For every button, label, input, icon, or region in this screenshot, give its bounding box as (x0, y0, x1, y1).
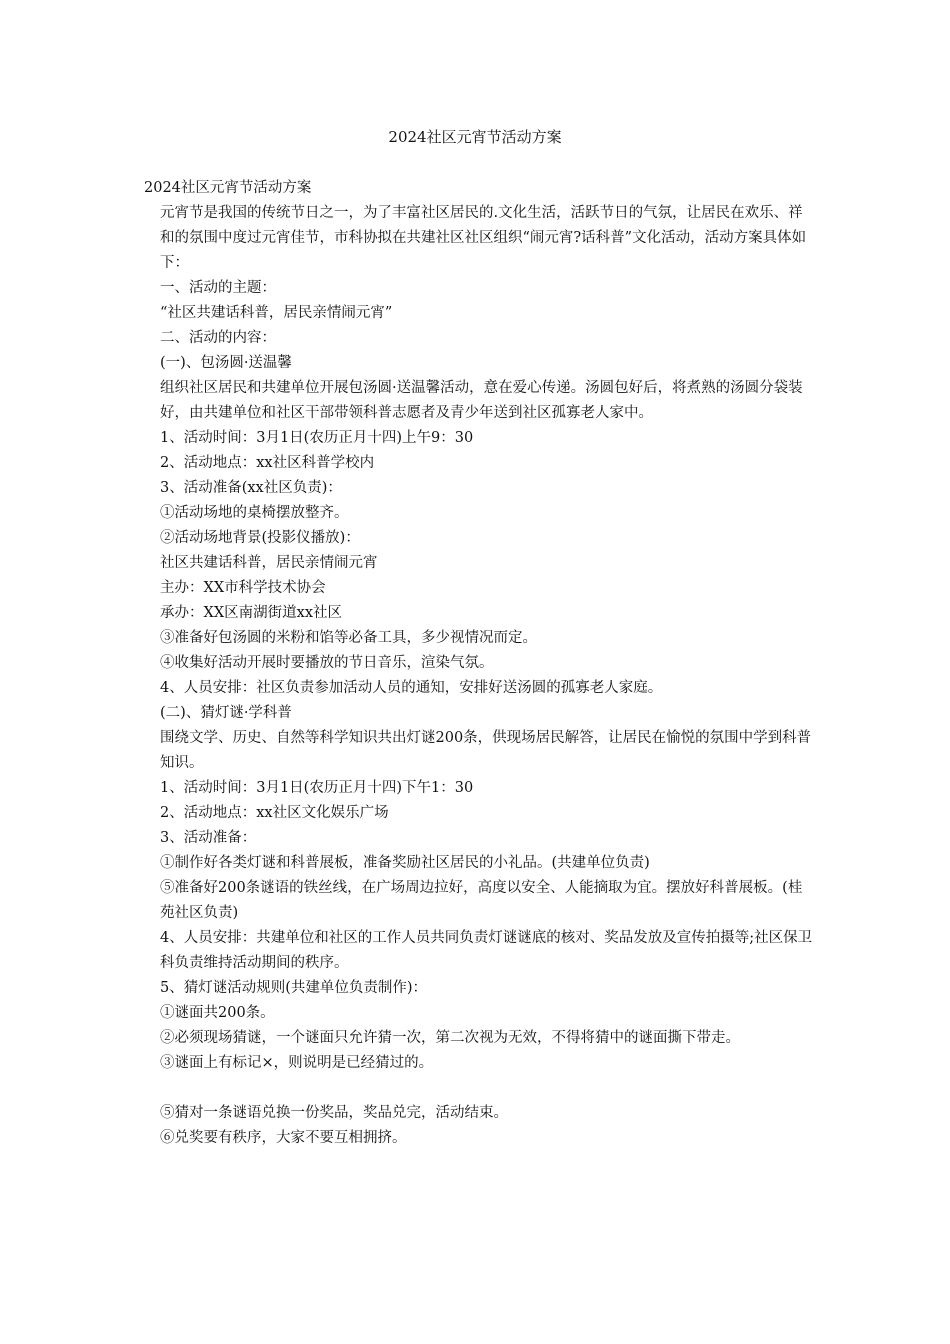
list-item: 承办：XX区南湖街道xx社区 (160, 605, 342, 621)
list-item: 2、活动地点：xx社区科普学校内 (160, 455, 375, 471)
list-item: 4、人员安排：社区负责参加活动人员的通知，安排好送汤圆的孤寡老人家庭。 (160, 680, 663, 696)
list-item: 5、猜灯谜活动规则(共建单位负责制作)： (160, 980, 428, 996)
list-item: 3、活动准备(xx社区负责)： (160, 480, 342, 496)
list-item: ⑤猜对一条谜语兑换一份奖品，奖品兑完，活动结束。 (160, 1105, 508, 1121)
document-title: 2024社区元宵节活动方案 (388, 128, 562, 146)
list-item: ⑤准备好200条谜语的铁丝线，在广场周边拉好，高度以安全、人能摘取为宜。摆放好科普展板。(桂苑社区负责) (160, 880, 803, 921)
document-body (144, 176, 816, 1151)
list-item: 1、活动时间：3月1日(农历正月十四)上午9：30 (160, 430, 474, 446)
list-item: ②活动场地背景(投影仪播放)： (160, 530, 360, 546)
list-item: ③谜面上有标记×，则说明是已经猜过的。 (160, 1055, 434, 1071)
list-item: 3、活动准备： (160, 830, 257, 846)
list-item: ①活动场地的桌椅摆放整齐。 (160, 505, 349, 521)
list-item: 2、活动地点：xx社区文化娱乐广场 (160, 805, 389, 821)
section-heading: 一、活动的主题： (160, 280, 276, 296)
list-item: ②必须现场猜谜，一个谜面只允许猜一次，第二次视为无效，不得将猜中的谜面撕下带走。 (160, 1030, 740, 1046)
list-item: ④收集好活动开展时要播放的节日音乐，渲染气氛。 (160, 655, 494, 671)
paragraph: 围绕文学、历史、自然等科学知识共出灯谜200条，供现场居民解答，让居民在愉悦的氛围中学到科普知识。 (160, 730, 812, 771)
list-item: ⑥兑奖要有秩序，大家不要互相拥挤。 (160, 1130, 407, 1146)
list-item: 4、人员安排：共建单位和社区的工作人员共同负责灯谜谜底的核对、奖品发放及宣传拍摄等;社区保卫科负责维持活动期间的秩序。 (160, 930, 813, 971)
paragraph: 组织社区居民和共建单位开展包汤圆·送温馨活动，意在爱心传递。汤圆包好后，将煮熟的汤圆分袋装好，由共建单位和社区干部带领科普志愿者及青少年送到社区孤寡老人家中。 (160, 380, 803, 421)
list-item: 1、活动时间：3月1日(农历正月十四)下午1：30 (160, 780, 474, 796)
blank-line (144, 1076, 816, 1101)
list-item: 主办：XX市科学技术协会 (160, 580, 326, 596)
subtitle: 2024社区元宵节活动方案 (144, 180, 312, 196)
subsection-heading: (二)、猜灯谜·学科普 (160, 705, 292, 721)
list-item: ①制作好各类灯谜和科普展板，准备奖励社区居民的小礼品。(共建单位负责) (160, 855, 650, 871)
intro-paragraph: 元宵节是我国的传统节日之一，为了丰富社区居民的.文化生活，活跃节日的气氛，让居民在欢乐、祥和的氛围中度过元宵佳节，市科协拟在共建社区社区组织“闹元宵?话科普”文化活动，活动方案具体如下： (160, 205, 807, 271)
section-heading: 二、活动的内容： (160, 330, 276, 346)
list-item: ③准备好包汤圆的米粉和馅等必备工具，多少视情况而定。 (160, 630, 537, 646)
subsection-heading: (一)、包汤圆·送温馨 (160, 355, 292, 371)
theme-line: “社区共建话科普，居民亲情闹元宵” (160, 305, 393, 321)
list-item: 社区共建话科普，居民亲情闹元宵 (160, 555, 378, 571)
list-item: ①谜面共200条。 (160, 1005, 275, 1021)
